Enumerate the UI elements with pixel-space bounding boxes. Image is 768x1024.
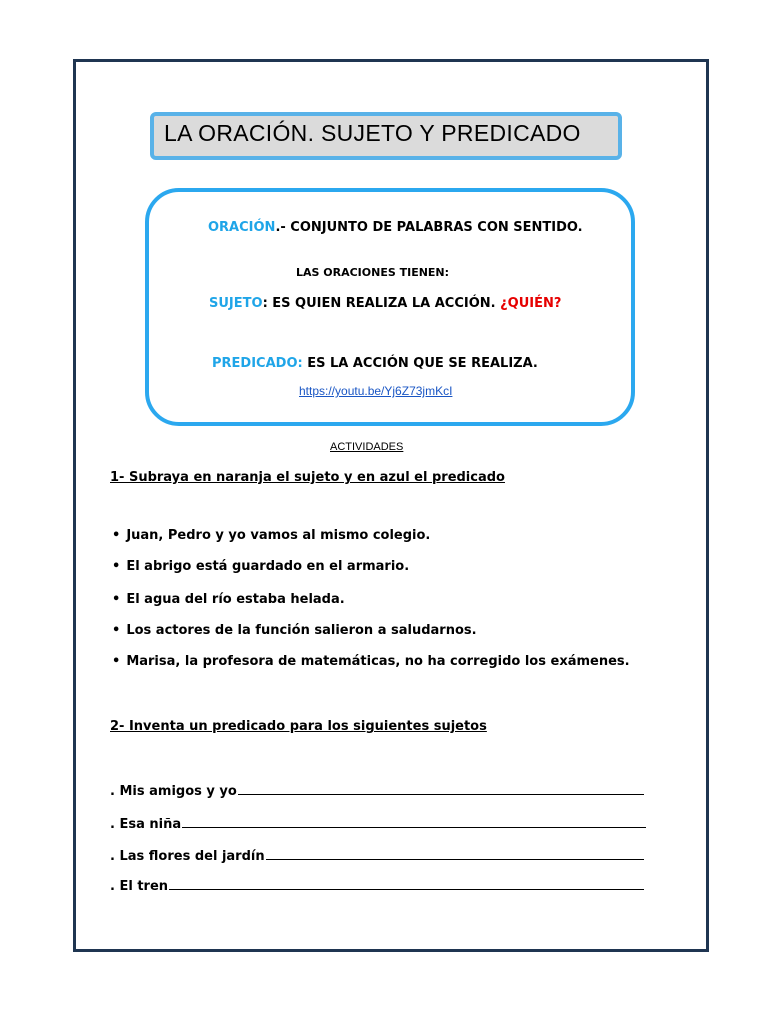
activities-heading: ACTIVIDADES	[330, 441, 404, 453]
subject-text: . El tren	[110, 879, 169, 894]
sentence-item	[112, 528, 430, 543]
title-banner	[150, 112, 622, 160]
answer-blank[interactable]	[182, 815, 646, 828]
sujeto-text: : ES QUIEN REALIZA LA ACCIÓN.	[262, 296, 501, 311]
task1-instruction: 1- Subraya en naranja el sujeto y en azul el predicado	[110, 470, 505, 485]
subject-fill-line	[110, 877, 644, 894]
predicado-definition	[212, 356, 538, 371]
oracion-term: ORACIÓN	[208, 220, 276, 235]
answer-blank[interactable]	[169, 877, 644, 890]
sujeto-definition	[209, 296, 561, 311]
sentence-text: El abrigo está guardado en el armario.	[126, 559, 410, 574]
definition-intro: LAS ORACIONES TIENEN:	[296, 266, 450, 279]
answer-blank[interactable]	[266, 847, 644, 860]
sentence-text: Los actores de la función salieron a saludarnos.	[126, 623, 477, 638]
sentence-item	[112, 654, 630, 669]
subject-fill-line	[110, 847, 644, 864]
predicado-term: PREDICADO:	[212, 356, 303, 371]
sentence-item	[112, 623, 477, 638]
sentence-text: El agua del río estaba helada.	[126, 592, 345, 607]
bullet-icon: •	[112, 592, 121, 607]
sentence-text: Juan, Pedro y yo vamos al mismo colegio.	[126, 528, 431, 543]
bullet-icon: •	[112, 654, 121, 669]
subject-text: . Las flores del jardín	[110, 849, 265, 864]
subject-fill-line	[110, 782, 644, 799]
predicado-text: ES LA ACCIÓN QUE SE REALIZA.	[302, 356, 538, 371]
sentence-item	[112, 559, 409, 574]
answer-blank[interactable]	[238, 782, 644, 795]
page-title: LA ORACIÓN. SUJETO Y PREDICADO	[164, 120, 581, 146]
bullet-icon: •	[112, 623, 121, 638]
subject-text: . Mis amigos y yo	[110, 784, 237, 799]
subject-text: . Esa niña	[110, 817, 182, 832]
subject-fill-line	[110, 815, 646, 832]
task2-instruction: 2- Inventa un predicado para los siguientes sujetos	[110, 719, 487, 734]
oracion-definition	[208, 220, 583, 235]
sentence-item	[112, 592, 345, 607]
sujeto-term: SUJETO	[209, 296, 263, 311]
sentence-text: Marisa, la profesora de matemáticas, no ha corregido los exámenes.	[126, 654, 630, 669]
sujeto-question: ¿QUIÉN?	[500, 296, 562, 311]
oracion-text: .- CONJUNTO DE PALABRAS CON SENTIDO.	[275, 220, 583, 235]
video-link[interactable]: https://youtu.be/Yj6Z73jmKcI	[299, 384, 453, 398]
bullet-icon: •	[112, 528, 121, 543]
bullet-icon: •	[112, 559, 121, 574]
